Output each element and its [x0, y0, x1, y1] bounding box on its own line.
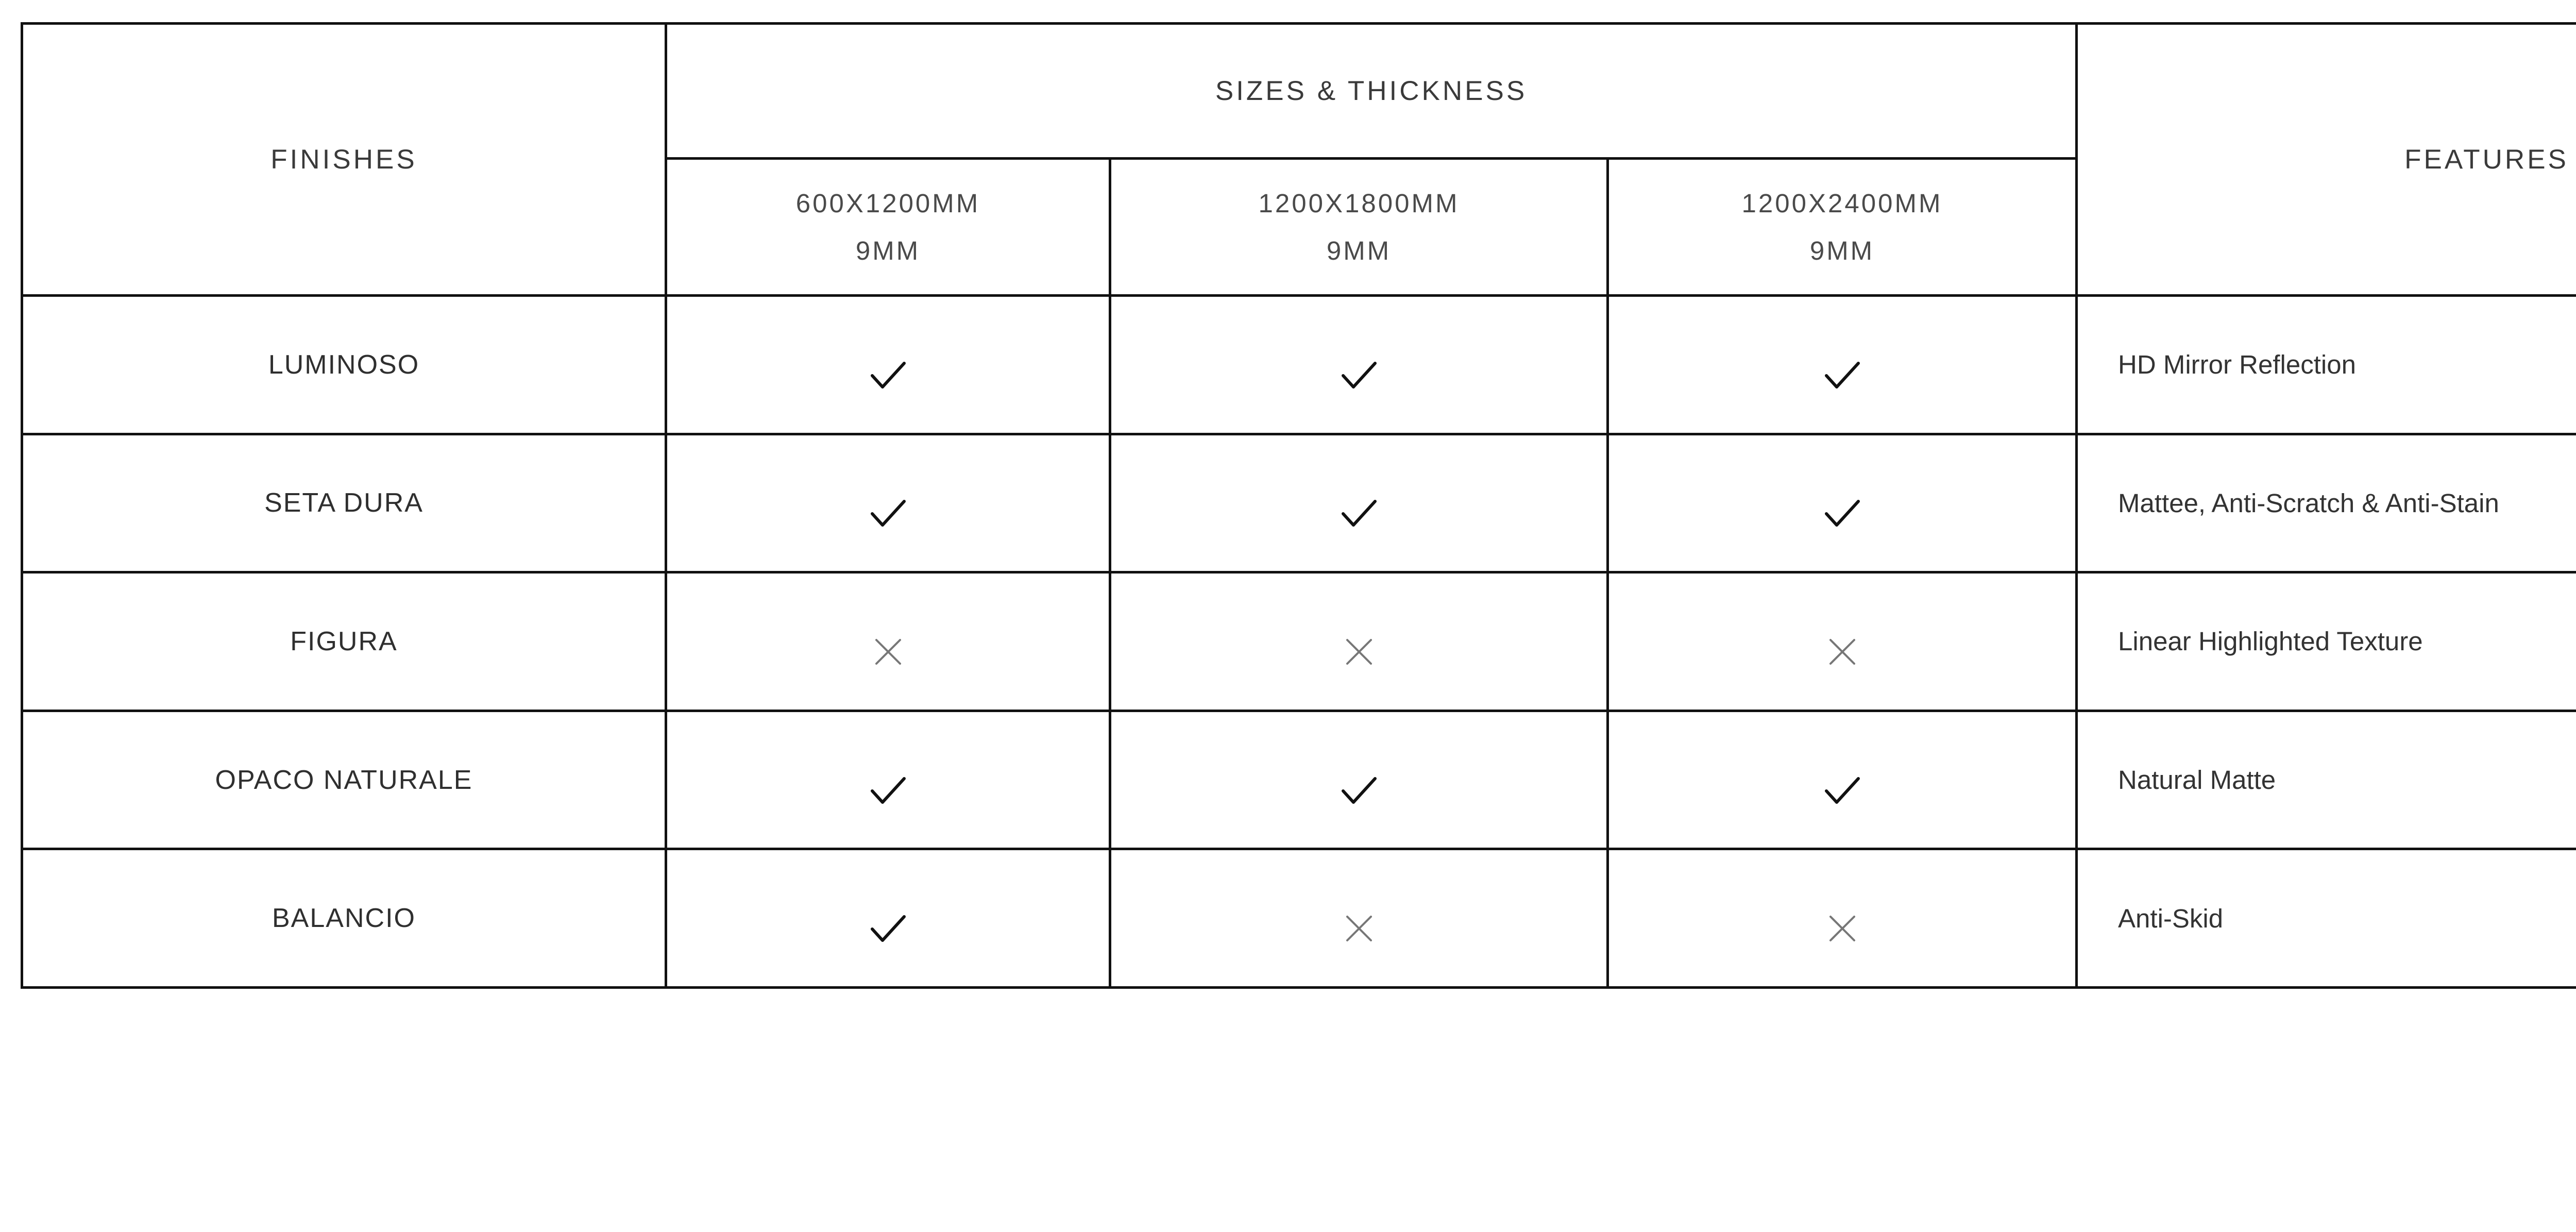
check-icon [1341, 498, 1377, 528]
feature-description: Mattee, Anti-Scratch & Anti-Stain [2077, 434, 2576, 572]
availability-cell [666, 296, 1110, 434]
availability-cell [1110, 849, 1608, 988]
thickness-label: 9MM [1809, 235, 1875, 265]
size-header-1200x2400 [1608, 159, 2077, 296]
check-icon [1824, 775, 1860, 805]
availability-cell [1110, 296, 1608, 434]
finishes-sizes-table [21, 22, 2576, 989]
size-label: 600X1200MM [795, 188, 980, 218]
availability-cell [1608, 711, 2077, 849]
features-header: FEATURES [2077, 24, 2576, 296]
size-header-1200x1800 [1110, 159, 1608, 296]
table-row [22, 849, 2576, 988]
thickness-label: 9MM [855, 235, 921, 265]
check-icon [870, 360, 906, 390]
availability-cell [1110, 711, 1608, 849]
check-icon [1824, 360, 1860, 390]
cross-icon [1341, 637, 1377, 667]
feature-description: Natural Matte [2077, 711, 2576, 849]
finish-name: FIGURA [22, 572, 666, 711]
finish-name: OPACO NATURALE [22, 711, 666, 849]
finish-name: BALANCIO [22, 849, 666, 988]
size-label: 1200X2400MM [1741, 188, 1943, 218]
availability-cell [1110, 572, 1608, 711]
finish-name: SETA DURA [22, 434, 666, 572]
check-icon [1341, 775, 1377, 805]
availability-cell [1608, 849, 2077, 988]
feature-description: HD Mirror Reflection [2077, 296, 2576, 434]
finishes-header: FINISHES [22, 24, 666, 296]
feature-description: Anti-Skid [2077, 849, 2576, 988]
check-icon [870, 498, 906, 528]
check-icon [870, 775, 906, 805]
sizes-thickness-header: SIZES & THICKNESS [666, 24, 2077, 159]
check-icon [1341, 360, 1377, 390]
cross-icon [1341, 914, 1377, 943]
availability-cell [666, 572, 1110, 711]
cross-icon [1824, 637, 1860, 667]
table-row [22, 296, 2576, 434]
cross-icon [1824, 914, 1860, 943]
table-row [22, 711, 2576, 849]
availability-cell [666, 711, 1110, 849]
thickness-label: 9MM [1326, 235, 1392, 265]
check-icon [870, 914, 906, 943]
cross-icon [870, 637, 906, 667]
table-row [22, 434, 2576, 572]
feature-description: Linear Highlighted Texture [2077, 572, 2576, 711]
finish-name: LUMINOSO [22, 296, 666, 434]
size-header-600x1200 [666, 159, 1110, 296]
size-label: 1200X1800MM [1258, 188, 1460, 218]
availability-cell [1608, 296, 2077, 434]
header-row [22, 24, 2576, 159]
availability-cell [666, 434, 1110, 572]
check-icon [1824, 498, 1860, 528]
availability-cell [666, 849, 1110, 988]
availability-cell [1608, 572, 2077, 711]
table-row [22, 572, 2576, 711]
availability-cell [1608, 434, 2077, 572]
availability-cell [1110, 434, 1608, 572]
